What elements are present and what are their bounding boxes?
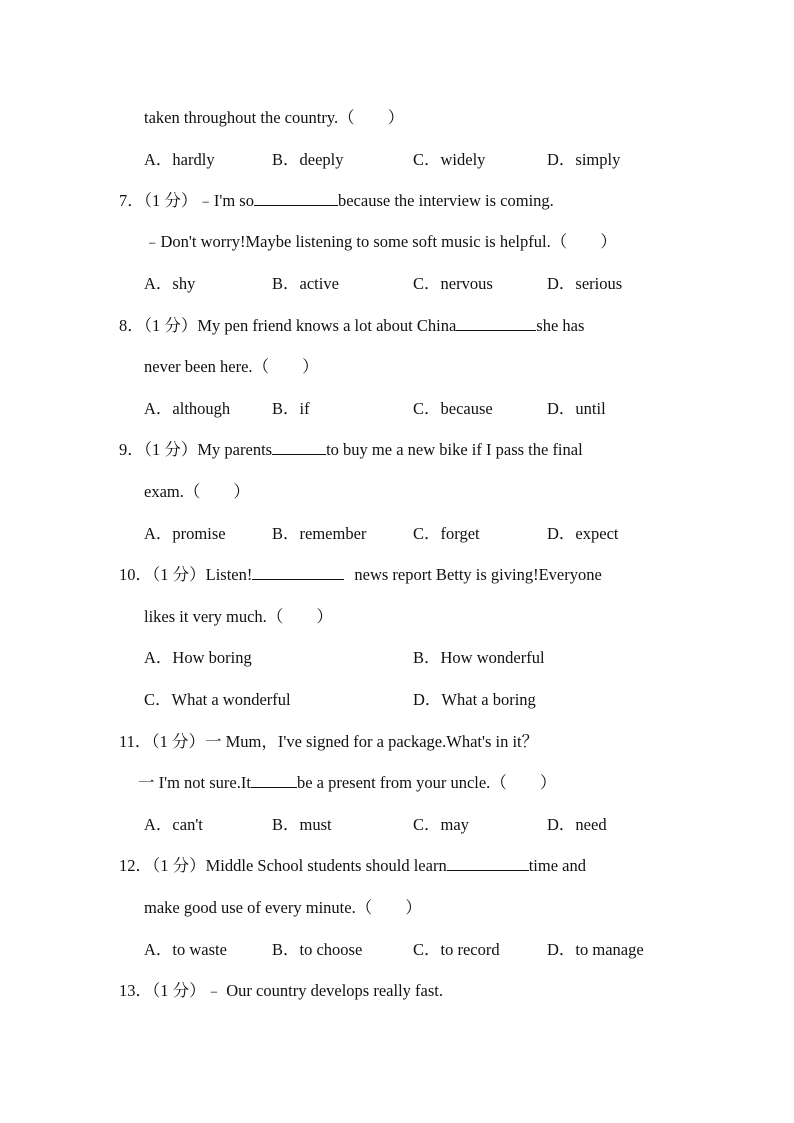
q7-score: （1 分） xyxy=(143,191,198,210)
q12-answer-paren: （ ） xyxy=(355,898,422,917)
q11-option-b: B．must xyxy=(272,815,332,834)
q13-text-a: ﹣ Our country develops really fast. xyxy=(205,981,443,1000)
q7-option-d: D．serious xyxy=(547,274,623,293)
q7-option-a: A．shy xyxy=(144,274,196,293)
q8-line2 xyxy=(144,357,319,377)
q9-option-b: B．remember xyxy=(272,524,367,543)
q10-text-a: Listen! xyxy=(205,565,253,584)
q8-line1 xyxy=(119,316,584,336)
q6-answer-paren: （ ） xyxy=(338,108,405,127)
q8-line2-text: never been here. xyxy=(144,357,253,376)
q11-line2-text-b: be a present from your uncle. xyxy=(296,773,491,792)
q7-number: 7． xyxy=(119,191,144,210)
q9-option-a: A．promise xyxy=(144,524,226,543)
q8-text-b: she has xyxy=(536,316,585,335)
q7-option-b: B．active xyxy=(272,274,339,293)
q8-option-d: D．until xyxy=(547,399,606,418)
q9-score: （1 分） xyxy=(143,440,198,459)
q6-option-b: B．deeply xyxy=(272,150,344,169)
q9-blank xyxy=(272,440,326,455)
q6-tail-text: taken throughout the country. xyxy=(144,108,339,127)
q9-line2 xyxy=(144,482,250,502)
q11-answer-paren: （ ） xyxy=(490,773,557,792)
q12-number: 12． xyxy=(119,856,152,875)
q9-line2-text: exam. xyxy=(144,482,184,501)
q12-option-a: A．to waste xyxy=(144,940,227,959)
q11-line1 xyxy=(119,732,538,752)
q11-option-d: D．need xyxy=(547,815,607,834)
q9-text-a: My parents xyxy=(197,440,273,459)
q11-score: （1 分） xyxy=(151,732,206,751)
q12-line2-text: make good use of every minute. xyxy=(144,898,356,917)
q10-answer-paren: （ ） xyxy=(266,607,333,626)
q9-text-b: to buy me a new bike if I pass the final xyxy=(326,440,583,459)
q10-option-c: C．What a wonderful xyxy=(144,690,291,709)
q6-option-d: D．simply xyxy=(547,150,621,169)
q10-line1 xyxy=(119,565,602,585)
q6-option-c: C．widely xyxy=(413,150,486,169)
q8-score: （1 分） xyxy=(143,316,198,335)
q7-answer-paren: （ ） xyxy=(550,232,617,251)
q10-text-b: news report Betty is giving!Everyone xyxy=(354,565,602,584)
q9-answer-paren: （ ） xyxy=(183,482,250,501)
q8-option-c: C．because xyxy=(413,399,493,418)
q8-blank xyxy=(456,316,536,331)
q9-option-d: D．expect xyxy=(547,524,619,543)
q12-option-b: B．to choose xyxy=(272,940,363,959)
q12-line2 xyxy=(144,898,422,918)
q7-line2 xyxy=(144,232,617,252)
q10-blank xyxy=(252,565,344,580)
q8-answer-paren: （ ） xyxy=(252,357,319,376)
q12-option-d: D．to manage xyxy=(547,940,644,959)
q11-blank xyxy=(251,773,297,788)
q12-blank xyxy=(447,856,529,871)
q7-blank xyxy=(254,191,338,206)
q13-line1 xyxy=(119,981,443,1001)
q12-option-c: C．to record xyxy=(413,940,500,959)
q10-option-d: D．What a boring xyxy=(413,690,536,709)
q8-text-a: My pen friend knows a lot about China xyxy=(197,316,457,335)
q8-option-b: B．if xyxy=(272,399,310,418)
q7-text-b: because the interview is coming. xyxy=(337,191,554,210)
q6-option-a: A．hardly xyxy=(144,150,215,169)
q11-number: 11． xyxy=(119,732,152,751)
q10-option-b: B．How wonderful xyxy=(413,648,545,667)
q13-score: （1 分） xyxy=(152,981,206,1000)
q9-line1 xyxy=(119,440,583,460)
q10-line2-text: likes it very much. xyxy=(144,607,267,626)
q6-line xyxy=(144,108,404,128)
q12-text-a: Middle School students should learn xyxy=(205,856,447,875)
q10-number: 10． xyxy=(119,565,152,584)
q11-option-a: A．can't xyxy=(144,815,203,834)
q12-text-b: time and xyxy=(528,856,586,875)
q11-option-c: C．may xyxy=(413,815,469,834)
q7-option-c: C．nervous xyxy=(413,274,493,293)
q9-option-c: C．forget xyxy=(413,524,480,543)
q8-number: 8． xyxy=(119,316,144,335)
q10-option-a: A．How boring xyxy=(144,648,252,667)
q13-number: 13． xyxy=(119,981,152,1000)
q11-line2 xyxy=(138,773,556,793)
q11-text-a: 一 Mum，I've signed for a package.What's in it？ xyxy=(205,732,539,751)
q7-text-a: ﹣I'm so xyxy=(197,191,254,210)
q12-score: （1 分） xyxy=(152,856,206,875)
q9-number: 9． xyxy=(119,440,144,459)
q7-line2-text: ﹣Don't worry!Maybe listening to some soft music is helpful. xyxy=(144,232,551,251)
q12-line1 xyxy=(119,856,586,876)
q7-line1 xyxy=(119,191,554,211)
q11-line2-text-a: 一 I'm not sure.It xyxy=(138,773,251,792)
q10-line2 xyxy=(144,607,333,627)
q10-score: （1 分） xyxy=(152,565,206,584)
q8-option-a: A．although xyxy=(144,399,231,418)
